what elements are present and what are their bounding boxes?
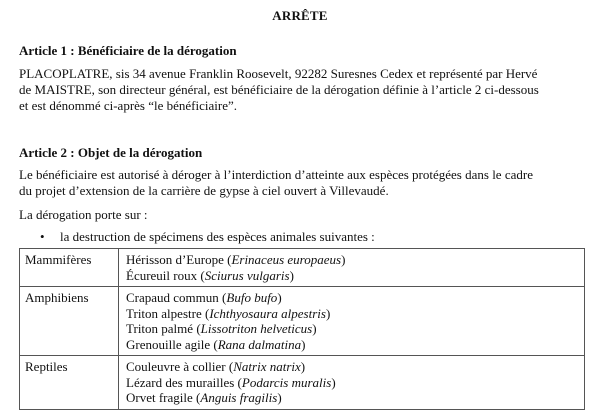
species-entry: Couleuvre à collier (Natrix natrix) [126, 359, 306, 374]
species-common-name: Orvet fragile [126, 390, 193, 405]
species-scientific-name: Podarcis muralis [241, 374, 332, 390]
table-row-mammiferes [20, 249, 585, 287]
table-row-amphibiens [20, 287, 585, 356]
species-scientific-name: Erinaceus europaeus [231, 252, 342, 267]
species-common-name: Grenouille agile [126, 336, 211, 352]
article2-heading: Article 2 : Objet de la dérogation [19, 145, 203, 160]
article2-line-1: Le bénéficiaire est autorisé à déroger à l’interdiction d’atteinte aux espèces protégées dans le cadre [19, 167, 533, 182]
species-scientific-name: Rana dalmatina [217, 336, 302, 352]
species-entry: Hérisson d’Europe (Erinaceus europaeus) [126, 252, 346, 267]
article1-line-3: et est dénommé ci-après “le bénéficiaire”. [19, 98, 237, 113]
species-common-name: Crapaud commun [126, 290, 219, 305]
species-entry: Triton alpestre (Ichthyosaura alpestris) [126, 305, 331, 321]
species-entry: Grenouille agile (Rana dalmatina) [126, 336, 306, 352]
species-cell [119, 356, 585, 410]
species-entry: Triton palmé (Lissotriton helveticus) [126, 321, 317, 336]
species-common-name: Triton alpestre [126, 305, 202, 321]
document-title: ARRÊTE [272, 8, 328, 23]
species-common-name: Lézard des murailles [126, 374, 235, 390]
bullet-marker: • [40, 229, 45, 244]
species-common-name: Couleuvre à collier [126, 359, 226, 374]
species-common-name: Triton palmé [126, 321, 194, 336]
species-scientific-name: Lissotriton helveticus [200, 321, 313, 336]
species-common-name: Écureuil roux [126, 267, 198, 283]
group-cell: Mammifères [20, 249, 119, 287]
table-row-reptiles [20, 356, 585, 410]
species-entry: Orvet fragile (Anguis fragilis) [126, 390, 282, 405]
species-cell [119, 287, 585, 356]
bullet-text: la destruction de spécimens des espèces animales suivantes : [60, 229, 375, 244]
bullet-item [40, 229, 375, 245]
article1-line-1: PLACOPLATRE, sis 34 avenue Franklin Roosevelt, 92282 Suresnes Cedex et représenté par Hervé [19, 66, 538, 81]
group-cell: Amphibiens [20, 287, 119, 356]
group-cell: Reptiles [20, 356, 119, 410]
species-scientific-name: Natrix natrix [233, 359, 301, 374]
species-scientific-name: Bufo bufo [226, 290, 278, 305]
species-entry: Crapaud commun (Bufo bufo) [126, 290, 282, 305]
species-scientific-name: Sciurus vulgaris [204, 267, 290, 283]
article1-heading: Article 1 : Bénéficiaire de la dérogation [19, 43, 237, 58]
species-common-name: Hérisson d’Europe [126, 252, 224, 267]
article2-body [19, 167, 584, 199]
species-scientific-name: Ichthyosaura alpestris [209, 305, 326, 321]
article1-line-2: de MAISTRE, son directeur général, est bénéficiaire de la dérogation définie à l’article 2 ci-dessous [19, 82, 539, 97]
article2-line-2: du projet d’extension de la carrière de gypse à ciel ouvert à Villevaudé. [19, 183, 389, 198]
species-scientific-name: Anguis fragilis [200, 390, 278, 405]
article1-body [19, 66, 584, 114]
species-entry: Lézard des murailles (Podarcis muralis) [126, 374, 336, 390]
scope-intro: La dérogation porte sur : [19, 207, 148, 222]
species-table [19, 248, 585, 410]
species-entry: Écureuil roux (Sciurus vulgaris) [126, 267, 294, 283]
species-cell [119, 249, 585, 287]
